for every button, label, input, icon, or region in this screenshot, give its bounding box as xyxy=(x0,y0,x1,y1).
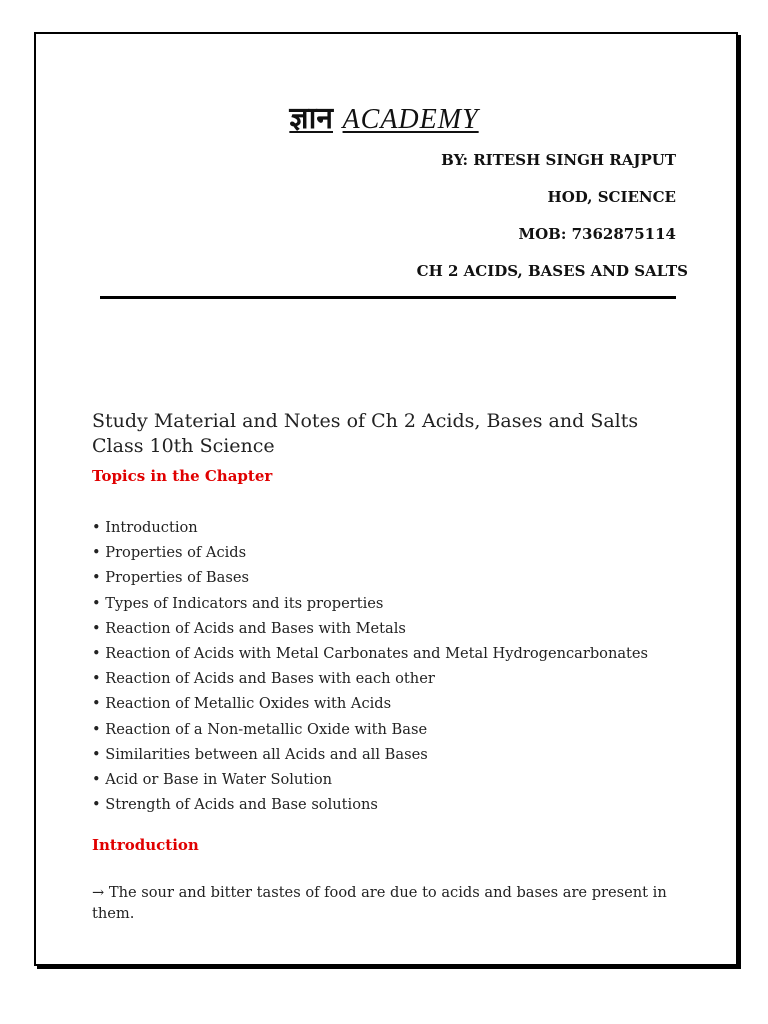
header-divider xyxy=(100,296,676,299)
list-item: • Strength of Acids and Base solutions xyxy=(92,792,648,817)
list-item: • Reaction of a Non-metallic Oxide with Base xyxy=(92,717,648,742)
title-latin: ACADEMY xyxy=(342,104,479,135)
topics-list xyxy=(92,515,648,817)
document-heading: Study Material and Notes of Ch 2 Acids, Bases and Salts Class 10th Science xyxy=(92,410,639,457)
author-designation: HOD, SCIENCE xyxy=(547,188,676,206)
list-item: • Reaction of Metallic Oxides with Acids xyxy=(92,691,648,716)
topics-label: Topics in the Chapter xyxy=(92,467,273,485)
list-item: • Reaction of Acids and Bases with Metals xyxy=(92,616,648,641)
list-item: • Types of Indicators and its properties xyxy=(92,591,648,616)
list-item: • Reaction of Acids with Metal Carbonates and Metal Hydrogencarbonates xyxy=(92,641,648,666)
list-item: • Similarities between all Acids and all Bases xyxy=(92,742,648,767)
list-item: • Introduction xyxy=(92,515,648,540)
list-item: • Reaction of Acids and Bases with each other xyxy=(92,666,648,691)
academy-logo-title xyxy=(0,100,768,139)
list-item: • Acid or Base in Water Solution xyxy=(92,767,648,792)
author-name: BY: RITESH SINGH RAJPUT xyxy=(441,151,676,169)
title-hindi: ज्ञान xyxy=(289,101,333,136)
list-item: • Properties of Acids xyxy=(92,540,648,565)
list-item: • Properties of Bases xyxy=(92,565,648,590)
introduction-label: Introduction xyxy=(92,836,199,854)
chapter-name: CH 2 ACIDS, BASES AND SALTS xyxy=(416,262,688,280)
introduction-text: → The sour and bitter tastes of food are due to acids and bases are present in them. xyxy=(92,884,667,922)
author-mobile: MOB: 7362875114 xyxy=(518,225,676,243)
page-border xyxy=(34,32,738,966)
